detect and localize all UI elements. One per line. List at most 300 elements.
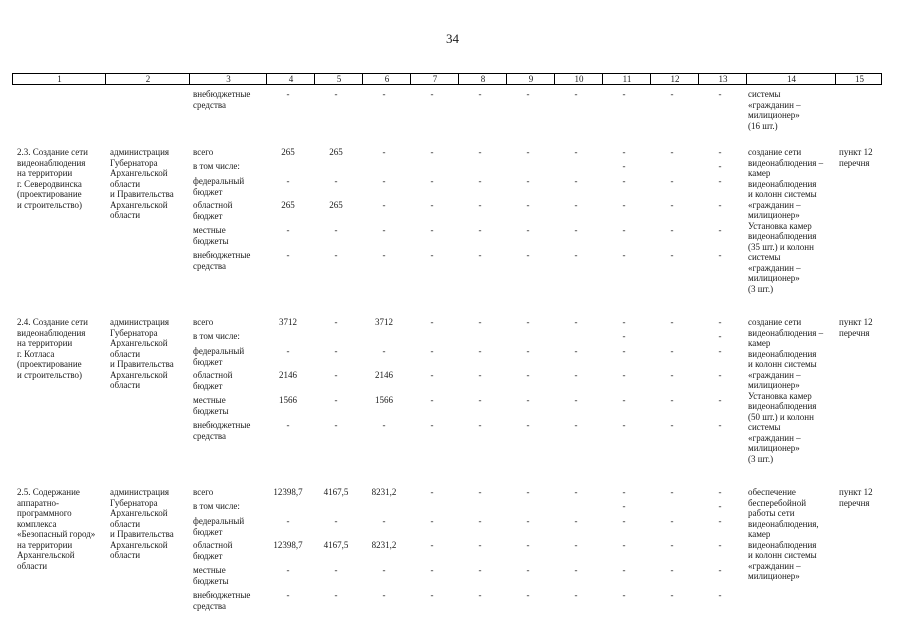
- cell-dash: -: [718, 590, 722, 600]
- cell-dash: -: [622, 161, 626, 171]
- cell-dash: -: [430, 590, 434, 600]
- measure-name: на территории: [17, 539, 73, 550]
- executor: Губернатора: [110, 497, 158, 508]
- cell-dash: -: [622, 331, 626, 341]
- program-reference: пункт 12: [839, 317, 873, 327]
- measure-name: 2.4. Создание сети: [17, 317, 88, 327]
- header-divider: [554, 74, 555, 84]
- cell-dash: -: [478, 176, 482, 186]
- header-cell-4: 4: [288, 74, 294, 84]
- measure-name: на территории: [17, 338, 73, 348]
- result-text: видеонаблюдения: [748, 401, 817, 411]
- cell-dash: -: [670, 540, 674, 550]
- header-cell-14: 14: [787, 74, 796, 84]
- program-reference: перечня: [839, 497, 870, 508]
- cell-dash: -: [526, 147, 530, 157]
- cell-dash: -: [478, 487, 482, 497]
- cell-value: 3712: [279, 317, 297, 327]
- executor: области: [110, 550, 141, 560]
- executor: Губернатора: [110, 327, 158, 338]
- executor: и Правительства: [110, 529, 174, 539]
- cell-dash: -: [526, 487, 530, 497]
- result-text: системы: [748, 252, 781, 262]
- executor: администрация: [110, 317, 170, 327]
- cell-dash: -: [574, 420, 578, 430]
- cell-value: -: [286, 590, 290, 600]
- source-label: внебюджетные: [193, 420, 251, 430]
- cell-dash: -: [478, 370, 482, 380]
- header-cell-8: 8: [480, 74, 486, 84]
- cell-dash: -: [718, 420, 722, 430]
- cell-dash: -: [622, 176, 626, 186]
- executor: области: [110, 348, 141, 359]
- header-divider: [650, 74, 651, 84]
- cell-dash: -: [622, 501, 626, 511]
- cell-dash: -: [526, 346, 530, 356]
- source-label: федеральный: [193, 346, 245, 356]
- result-text: милиционер»: [748, 571, 800, 581]
- table-header-row: [12, 73, 882, 85]
- result-text: видеонаблюдения: [748, 231, 817, 241]
- cell-dash: -: [622, 317, 626, 327]
- measure-name: 2.3. Создание сети: [17, 147, 88, 157]
- cell-dash: -: [622, 395, 626, 405]
- cell-value: -: [286, 346, 290, 356]
- header-divider: [314, 74, 315, 84]
- source-label: бюджеты: [193, 235, 229, 246]
- cell-dash: -: [718, 176, 722, 186]
- cell-dash: -: [478, 516, 482, 526]
- cell-value: -: [334, 370, 338, 380]
- cell-value: -: [286, 565, 290, 575]
- header-divider: [105, 74, 106, 84]
- cell-dash: -: [718, 147, 722, 157]
- cell-dash: -: [622, 225, 626, 235]
- source-label: бюджет: [193, 526, 223, 537]
- cell-dash: -: [718, 331, 722, 341]
- source-label: федеральный: [193, 516, 245, 526]
- source-label: областной: [193, 200, 233, 210]
- executor: Архангельской: [110, 508, 168, 518]
- cell-dash: -: [478, 420, 482, 430]
- source-label: средства: [193, 430, 227, 441]
- executor: области: [110, 518, 141, 529]
- result-text: милиционер»: [748, 210, 800, 220]
- measure-name: комплекса: [17, 518, 57, 529]
- cell-value: -: [382, 200, 386, 210]
- measure-name: г. Котласа: [17, 348, 55, 359]
- cell-dash: -: [670, 420, 674, 430]
- source-label: бюджет: [193, 186, 223, 197]
- cell-value: -: [334, 317, 338, 327]
- cell-value: 12398,7: [273, 487, 303, 497]
- cell-dash: -: [430, 176, 434, 186]
- cell-dash: -: [574, 487, 578, 497]
- source-label: всего: [193, 487, 214, 497]
- header-cell-13: 13: [718, 74, 728, 84]
- cell-dash: -: [670, 565, 674, 575]
- cell-dash: -: [622, 565, 626, 575]
- page-number: 34: [446, 31, 459, 46]
- cell-value: 2146: [279, 370, 297, 380]
- executor: Архангельской: [110, 199, 168, 210]
- cell-dash: -: [430, 346, 434, 356]
- cell-dash: -: [526, 516, 530, 526]
- executor: области: [110, 178, 141, 189]
- executor: Архангельской: [110, 369, 168, 380]
- cell-dash: -: [622, 200, 626, 210]
- header-divider: [362, 74, 363, 84]
- cell-dash: -: [526, 225, 530, 235]
- result-text: камер: [748, 338, 771, 348]
- cell-value: 265: [281, 200, 295, 210]
- cell-value: -: [334, 516, 338, 526]
- source-label: в том числе:: [193, 161, 240, 171]
- cell-value: -: [334, 89, 338, 99]
- cell-dash: -: [574, 176, 578, 186]
- cell-dash: -: [574, 225, 578, 235]
- measure-name: области: [17, 560, 48, 571]
- cell-value: -: [286, 516, 290, 526]
- cell-dash: -: [574, 317, 578, 327]
- measure-name: видеонаблюдения: [17, 327, 86, 338]
- cell-dash: -: [670, 250, 674, 260]
- header-cell-9: 9: [528, 74, 534, 84]
- cell-dash: -: [478, 346, 482, 356]
- source-label: местные: [193, 395, 226, 405]
- cell-value: -: [286, 250, 290, 260]
- cell-dash: -: [574, 89, 578, 99]
- measure-name: видеонаблюдения: [17, 157, 86, 168]
- cell-value: -: [382, 516, 386, 526]
- result-text: «гражданин –: [748, 262, 801, 273]
- cell-dash: -: [574, 370, 578, 380]
- header-cell-10: 10: [574, 74, 584, 84]
- executor: и Правительства: [110, 189, 174, 199]
- result-text: «гражданин –: [748, 99, 801, 110]
- executor: администрация: [110, 147, 170, 157]
- cell-value: 2146: [375, 370, 393, 380]
- cell-dash: -: [718, 395, 722, 405]
- cell-value: -: [382, 147, 386, 157]
- cell-dash: -: [430, 317, 434, 327]
- program-reference: пункт 12: [839, 487, 873, 497]
- cell-dash: -: [526, 317, 530, 327]
- result-text: милиционер»: [748, 110, 800, 120]
- result-text: камер: [748, 168, 771, 178]
- header-cell-12: 12: [670, 74, 680, 84]
- cell-value: -: [334, 176, 338, 186]
- cell-value: 1566: [279, 395, 297, 405]
- result-text: и колонн системы: [748, 359, 817, 369]
- header-cell-1: 1: [57, 74, 62, 84]
- executor: Архангельской: [110, 539, 168, 550]
- cell-value: -: [382, 565, 386, 575]
- result-text: видеонаблюдения –: [748, 157, 824, 168]
- cell-dash: -: [718, 565, 722, 575]
- cell-dash: -: [478, 225, 482, 235]
- cell-dash: -: [478, 200, 482, 210]
- cell-dash: -: [718, 200, 722, 210]
- cell-dash: -: [670, 225, 674, 235]
- cell-dash: -: [478, 395, 482, 405]
- result-text: (3 шт.): [748, 453, 774, 464]
- result-text: и колонн системы: [748, 189, 817, 199]
- cell-dash: -: [430, 250, 434, 260]
- result-text: видеонаблюдения: [748, 178, 817, 189]
- cell-dash: -: [478, 250, 482, 260]
- cell-dash: -: [718, 250, 722, 260]
- cell-value: -: [382, 225, 386, 235]
- source-label: в том числе:: [193, 331, 240, 341]
- measure-name: (проектирование: [17, 359, 82, 369]
- cell-dash: -: [430, 395, 434, 405]
- result-text: видеонаблюдения: [748, 539, 817, 550]
- cell-dash: -: [478, 147, 482, 157]
- cell-dash: -: [670, 590, 674, 600]
- cell-dash: -: [622, 487, 626, 497]
- header-cell-3: 3: [226, 74, 231, 84]
- cell-dash: -: [526, 420, 530, 430]
- header-divider: [835, 74, 836, 84]
- header-cell-5: 5: [336, 74, 342, 84]
- cell-dash: -: [526, 176, 530, 186]
- source-label: бюджет: [193, 550, 223, 561]
- source-label: бюджет: [193, 210, 223, 221]
- result-text: системы: [748, 89, 781, 99]
- source-label: областной: [193, 540, 233, 550]
- cell-dash: -: [430, 565, 434, 575]
- result-text: видеонаблюдения –: [748, 327, 824, 338]
- cell-dash: -: [670, 176, 674, 186]
- cell-value: -: [286, 176, 290, 186]
- cell-dash: -: [526, 370, 530, 380]
- cell-value: 12398,7: [273, 540, 303, 550]
- cell-value: -: [334, 346, 338, 356]
- cell-value: -: [382, 250, 386, 260]
- result-text: Установка камер: [748, 220, 812, 231]
- result-text: «гражданин –: [748, 560, 801, 571]
- cell-value: -: [286, 420, 290, 430]
- measure-name: г. Северодвинска: [17, 178, 82, 189]
- cell-dash: -: [478, 540, 482, 550]
- source-label: средства: [193, 260, 227, 271]
- cell-dash: -: [526, 590, 530, 600]
- cell-dash: -: [430, 516, 434, 526]
- executor: администрация: [110, 487, 170, 497]
- cell-dash: -: [526, 540, 530, 550]
- cell-dash: -: [670, 370, 674, 380]
- cell-dash: -: [526, 200, 530, 210]
- header-cell-11: 11: [622, 74, 632, 84]
- cell-dash: -: [670, 487, 674, 497]
- cell-dash: -: [718, 89, 722, 99]
- result-text: системы: [748, 422, 781, 432]
- measure-name: на территории: [17, 168, 73, 178]
- cell-dash: -: [622, 147, 626, 157]
- result-text: (3 шт.): [748, 283, 774, 294]
- result-text: и колонн системы: [748, 550, 817, 560]
- cell-dash: -: [670, 346, 674, 356]
- executor: Губернатора: [110, 157, 158, 168]
- measure-name: 2.5. Содержание: [17, 487, 80, 497]
- header-divider: [698, 74, 699, 84]
- measure-name: (проектирование: [17, 189, 82, 199]
- cell-dash: -: [478, 565, 482, 575]
- cell-value: 265: [329, 147, 343, 157]
- header-cell-2: 2: [145, 74, 151, 84]
- measure-name: «Безопасный город»: [17, 529, 96, 539]
- cell-value: 4167,5: [323, 487, 349, 497]
- cell-dash: -: [574, 516, 578, 526]
- cell-dash: -: [478, 89, 482, 99]
- cell-dash: -: [574, 565, 578, 575]
- cell-dash: -: [526, 395, 530, 405]
- result-text: видеонаблюдения: [748, 348, 817, 359]
- cell-dash: -: [574, 147, 578, 157]
- cell-dash: -: [430, 147, 434, 157]
- cell-dash: -: [718, 516, 722, 526]
- header-cell-7: 7: [432, 74, 438, 84]
- header-divider: [458, 74, 459, 84]
- cell-dash: -: [622, 89, 626, 99]
- header-divider: [602, 74, 603, 84]
- cell-value: -: [382, 346, 386, 356]
- cell-dash: -: [622, 540, 626, 550]
- result-text: (50 шт.) и колонн: [748, 411, 814, 422]
- source-label: средства: [193, 600, 227, 611]
- measure-name: и строительство): [17, 369, 83, 380]
- result-text: Установка камер: [748, 390, 812, 401]
- result-text: милиционер»: [748, 380, 800, 390]
- program-reference: перечня: [839, 157, 870, 168]
- source-label: бюджеты: [193, 405, 229, 416]
- cell-value: -: [382, 590, 386, 600]
- cell-value: 1566: [375, 395, 393, 405]
- cell-dash: -: [718, 540, 722, 550]
- cell-dash: -: [574, 540, 578, 550]
- cell-dash: -: [526, 250, 530, 260]
- executor: Архангельской: [110, 168, 168, 178]
- cell-value: -: [334, 420, 338, 430]
- cell-dash: -: [430, 89, 434, 99]
- source-label: внебюджетные: [193, 89, 251, 99]
- cell-dash: -: [670, 516, 674, 526]
- header-cell-15: 15: [855, 74, 864, 84]
- cell-dash: -: [718, 370, 722, 380]
- cell-value: 8231,2: [371, 487, 397, 497]
- cell-dash: -: [670, 317, 674, 327]
- cell-dash: -: [622, 516, 626, 526]
- cell-dash: -: [430, 200, 434, 210]
- cell-dash: -: [574, 346, 578, 356]
- cell-dash: -: [718, 161, 722, 171]
- cell-value: -: [334, 590, 338, 600]
- source-label: местные: [193, 565, 226, 575]
- cell-value: 3712: [375, 317, 393, 327]
- cell-dash: -: [430, 540, 434, 550]
- header-divider: [266, 74, 267, 84]
- cell-dash: -: [430, 225, 434, 235]
- source-label: всего: [193, 147, 214, 157]
- header-cell-6: 6: [384, 74, 390, 84]
- header-divider: [746, 74, 747, 84]
- header-divider: [189, 74, 190, 84]
- result-text: камер: [748, 529, 771, 539]
- cell-value: -: [382, 176, 386, 186]
- measure-name: аппаратно-: [17, 497, 60, 508]
- cell-dash: -: [478, 590, 482, 600]
- result-text: видеонаблюдения,: [748, 518, 819, 529]
- cell-dash: -: [718, 317, 722, 327]
- cell-dash: -: [574, 395, 578, 405]
- result-text: создание сети: [748, 317, 802, 327]
- header-divider: [506, 74, 507, 84]
- cell-dash: -: [622, 370, 626, 380]
- cell-value: -: [382, 89, 386, 99]
- cell-dash: -: [670, 147, 674, 157]
- source-label: областной: [193, 370, 233, 380]
- cell-dash: -: [622, 250, 626, 260]
- cell-value: -: [286, 89, 290, 99]
- result-text: милиционер»: [748, 443, 800, 453]
- source-label: всего: [193, 317, 214, 327]
- source-label: в том числе:: [193, 501, 240, 511]
- program-reference: перечня: [839, 327, 870, 338]
- cell-dash: -: [718, 346, 722, 356]
- result-text: «гражданин –: [748, 432, 801, 443]
- cell-dash: -: [574, 250, 578, 260]
- cell-value: 265: [329, 200, 343, 210]
- cell-dash: -: [430, 420, 434, 430]
- result-text: (35 шт.) и колонн: [748, 241, 814, 252]
- cell-dash: -: [718, 501, 722, 511]
- cell-dash: -: [430, 370, 434, 380]
- source-label: внебюджетные: [193, 590, 251, 600]
- executor: и Правительства: [110, 359, 174, 369]
- measure-name: программного: [17, 508, 72, 518]
- executor: области: [110, 380, 141, 390]
- source-label: местные: [193, 225, 226, 235]
- cell-dash: -: [526, 89, 530, 99]
- cell-value: -: [382, 420, 386, 430]
- cell-dash: -: [622, 590, 626, 600]
- program-reference: пункт 12: [839, 147, 873, 157]
- measure-name: Архангельской: [17, 550, 75, 560]
- cell-value: -: [286, 225, 290, 235]
- source-label: бюджеты: [193, 575, 229, 586]
- result-text: обеспечение: [748, 487, 796, 497]
- cell-dash: -: [670, 395, 674, 405]
- cell-dash: -: [622, 346, 626, 356]
- result-text: работы сети: [748, 508, 795, 518]
- result-text: бесперебойной: [748, 497, 807, 508]
- cell-dash: -: [718, 225, 722, 235]
- cell-dash: -: [670, 200, 674, 210]
- cell-value: -: [334, 565, 338, 575]
- cell-value: 4167,5: [323, 540, 349, 550]
- cell-dash: -: [622, 420, 626, 430]
- executor: Архангельской: [110, 338, 168, 348]
- measure-name: и строительство): [17, 199, 83, 210]
- result-text: «гражданин –: [748, 199, 801, 210]
- source-label: бюджет: [193, 356, 223, 367]
- cell-value: 8231,2: [371, 540, 397, 550]
- source-label: бюджет: [193, 380, 223, 391]
- source-label: средства: [193, 99, 227, 110]
- cell-value: 265: [281, 147, 295, 157]
- result-text: создание сети: [748, 147, 802, 157]
